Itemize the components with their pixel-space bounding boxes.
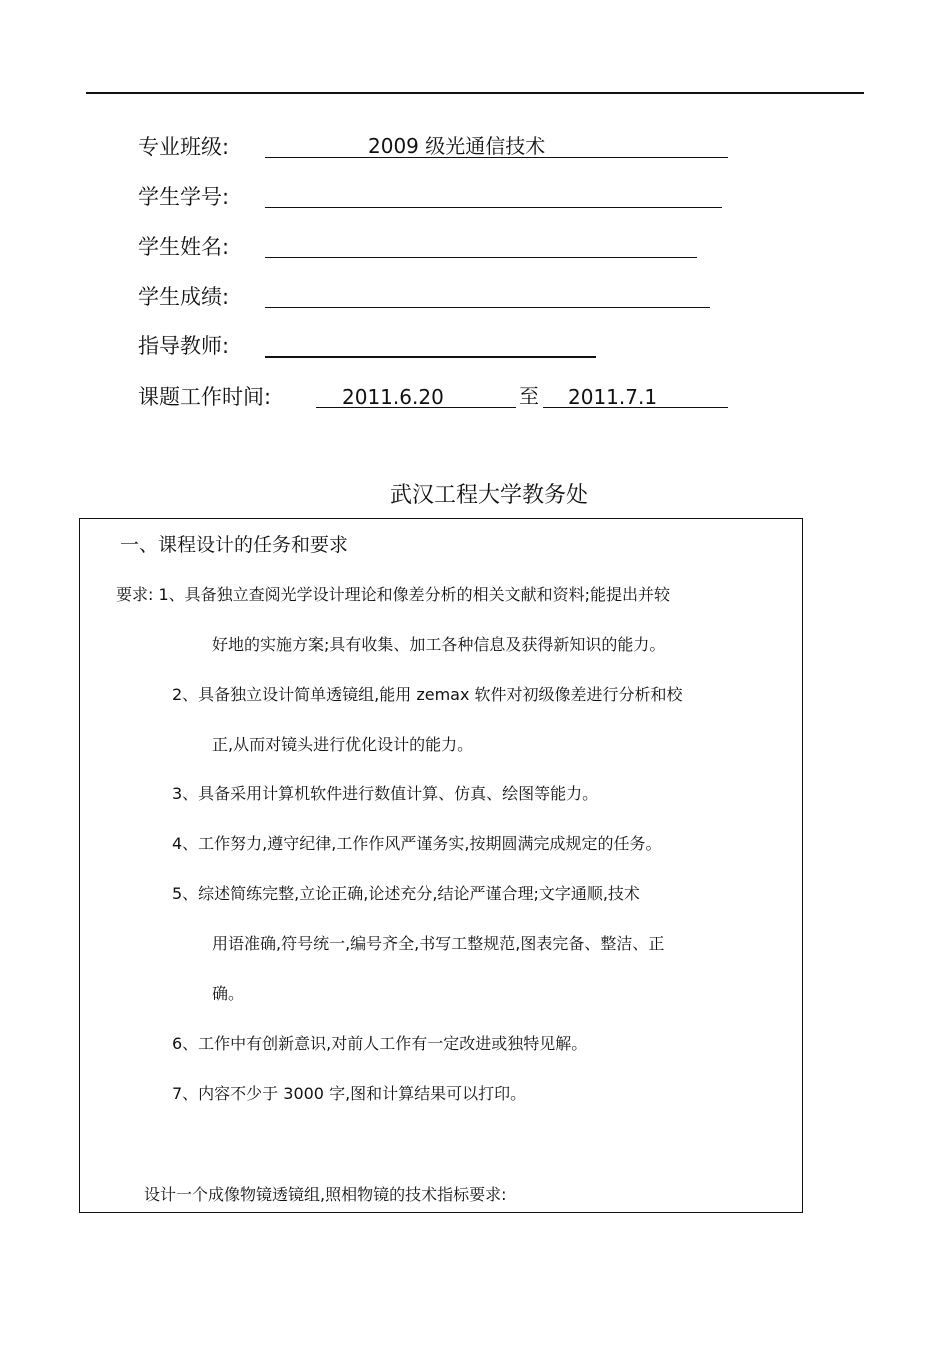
requirements-box — [79, 518, 803, 1213]
work-period-label: 课题工作时间: — [138, 385, 272, 409]
requirement-line: 用语准确,符号统一,编号齐全,书写工整规范,图表完备、整洁、正 — [212, 934, 665, 953]
requirement-line: 4、工作努力,遵守纪律,工作作风严谨务实,按期圆满完成规定的任务。 — [172, 834, 662, 853]
requirement-line: 要求: 1、具备独立查阅光学设计理论和像差分析的相关文献和资料;能提出并较 — [116, 585, 671, 604]
student-grade-field[interactable] — [265, 307, 710, 308]
advisor-label: 指导教师: — [138, 334, 230, 358]
requirement-line: 5、综述简练完整,立论正确,论述充分,结论严谨合理;文字通顺,技术 — [172, 884, 640, 903]
design-task-line: 设计一个成像物镜透镜组,照相物镜的技术指标要求: — [144, 1185, 507, 1204]
student-name-label: 学生姓名: — [138, 235, 230, 259]
work-period-separator: 至 — [519, 384, 539, 408]
student-id-label: 学生学号: — [138, 185, 230, 209]
top-rule — [86, 92, 864, 94]
work-period-end: 2011.7.1 — [568, 385, 658, 409]
requirement-line: 2、具备独立设计简单透镜组,能用 zemax 软件对初级像差进行分析和校 — [172, 685, 683, 704]
requirement-line: 6、工作中有创新意识,对前人工作有一定改进或独特见解。 — [172, 1034, 588, 1053]
office-name: 武汉工程大学教务处 — [389, 483, 588, 508]
advisor-field[interactable] — [265, 356, 596, 358]
work-period-start: 2011.6.20 — [342, 385, 444, 409]
requirement-line: 确。 — [212, 984, 245, 1003]
student-id-field[interactable] — [265, 207, 722, 208]
major-class-label: 专业班级: — [138, 135, 230, 159]
requirement-line: 3、具备采用计算机软件进行数值计算、仿真、绘图等能力。 — [172, 784, 599, 803]
requirement-line: 好地的实施方案;具有收集、加工各种信息及获得新知识的能力。 — [212, 635, 666, 654]
requirement-line: 7、内容不少于 3000 字,图和计算结果可以打印。 — [172, 1084, 527, 1103]
student-name-field[interactable] — [265, 257, 697, 258]
section-title: 一、课程设计的任务和要求 — [120, 534, 349, 556]
major-class-value: 2009 级光通信技术 — [368, 134, 546, 158]
requirement-line: 正,从而对镜头进行优化设计的能力。 — [212, 735, 474, 754]
student-grade-label: 学生成绩: — [138, 285, 230, 309]
